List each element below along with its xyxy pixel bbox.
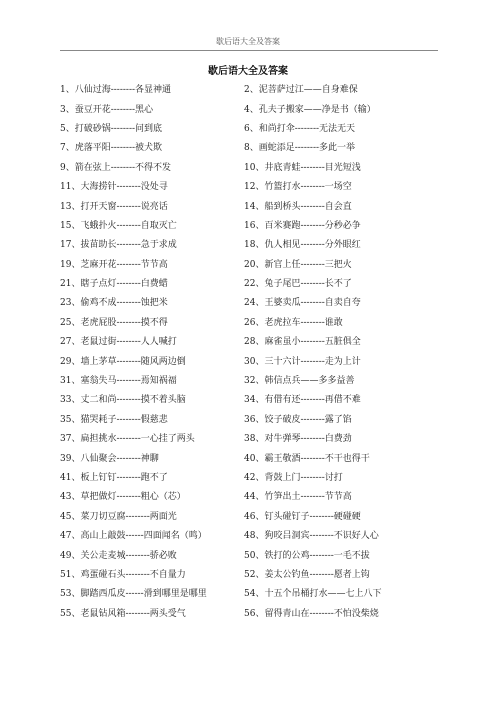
proverb-entry: 53、脚踏西瓜皮------滑到哪里是哪里 xyxy=(60,589,207,600)
proverb-entry: 7、虎落平阳--------被犬欺 xyxy=(60,143,163,154)
proverb-entry: 54、十五个吊桶打水——七上八下 xyxy=(244,589,382,600)
proverb-entry: 31、塞翁失马--------焉知祸福 xyxy=(60,376,177,387)
proverb-entry: 33、丈二和尚--------摸不着头脑 xyxy=(60,395,186,406)
list-row xyxy=(60,312,460,331)
list-row xyxy=(60,118,460,137)
proverb-entry: 22、兔子尾巴--------长不了 xyxy=(244,279,352,290)
proverb-entry: 52、姜太公钓鱼--------愿者上钩 xyxy=(244,569,370,580)
proverb-entry: 21、瞎子点灯--------白费蜡 xyxy=(60,279,168,290)
proverb-entry: 20、新官上任--------三把火 xyxy=(244,259,352,270)
proverb-entry: 3、蚕豆开花--------黑心 xyxy=(60,104,154,115)
proverb-entry: 19、芝麻开花--------节节高 xyxy=(60,259,168,270)
list-row xyxy=(60,583,460,602)
list-row xyxy=(60,409,460,428)
proverb-entry: 26、老虎拉车--------谁敢 xyxy=(244,317,343,328)
list-row xyxy=(60,525,460,544)
proverb-entry: 32、韩信点兵——多多益善 xyxy=(244,376,355,387)
proverb-entry: 25、老虎屁股--------摸不得 xyxy=(60,317,168,328)
list-row xyxy=(60,389,460,408)
list-row xyxy=(60,234,460,253)
list-row xyxy=(60,350,460,369)
proverb-entry: 2、泥菩萨过江——自身难保 xyxy=(244,85,358,96)
proverb-entry: 10、井底青蛙--------目光短浅 xyxy=(244,162,361,173)
list-row xyxy=(60,273,460,292)
list-row xyxy=(60,603,460,622)
proverb-entry: 12、竹篮打水--------一场空 xyxy=(244,182,352,193)
list-row xyxy=(60,292,460,311)
list-row xyxy=(60,428,460,447)
proverb-entry: 6、和尚打伞--------无法无天 xyxy=(244,123,356,134)
proverb-entry: 44、竹笋出土--------节节高 xyxy=(244,492,352,503)
proverb-entry: 29、墙上茅草--------随风两边倒 xyxy=(60,356,186,367)
list-row xyxy=(60,195,460,214)
proverb-entry: 8、画蛇添足--------多此一举 xyxy=(244,143,356,154)
list-row xyxy=(60,486,460,505)
proverb-entry: 48、狗咬吕洞宾--------不识好人心 xyxy=(244,531,379,542)
proverb-entry: 27、老鼠过街--------人人喊打 xyxy=(60,337,177,348)
proverb-entry: 49、关公走麦城--------骄必败 xyxy=(60,550,177,561)
proverb-entry: 13、打开天窗--------说亮话 xyxy=(60,201,168,212)
list-row xyxy=(60,98,460,117)
proverb-entry: 47、高山上敲鼓------四面闻名（鸣） xyxy=(60,531,207,542)
proverb-entry: 46、钉头碰钉子--------硬碰硬 xyxy=(244,511,361,522)
proverb-entry: 56、留得青山在--------不怕没柴烧 xyxy=(244,608,379,619)
proverb-entry: 43、草把做灯--------粗心（芯） xyxy=(60,492,186,503)
proverb-entry: 30、三十六计--------走为上计 xyxy=(244,356,361,367)
proverb-entry: 23、偷鸡不成--------蚀把米 xyxy=(60,298,168,309)
proverb-entry: 50、铁打的公鸡--------一毛不拔 xyxy=(244,550,370,561)
list-row xyxy=(60,467,460,486)
proverb-entry: 45、菜刀切豆腐--------两面光 xyxy=(60,511,177,522)
list-row xyxy=(60,447,460,466)
proverb-entry: 40、霸王敬酒--------不干也得干 xyxy=(244,453,370,464)
proverb-entry: 34、有借有还--------再借不难 xyxy=(244,395,361,406)
proverb-entry: 11、大海捞针--------没处寻 xyxy=(60,182,168,193)
proverb-list xyxy=(60,79,460,622)
proverb-entry: 5、打破砂锅--------问到底 xyxy=(60,123,163,134)
proverb-entry: 38、对牛弹琴--------白费劲 xyxy=(244,434,352,445)
list-row xyxy=(60,370,460,389)
list-row xyxy=(60,506,460,525)
proverb-entry: 18、仇人相见--------分外眼红 xyxy=(244,240,361,251)
list-row xyxy=(60,176,460,195)
proverb-entry: 4、孔夫子搬家——净是书（输） xyxy=(244,104,376,115)
proverb-entry: 24、王婆卖瓜--------自卖自夸 xyxy=(244,298,361,309)
proverb-entry: 17、拔苗助长--------急于求成 xyxy=(60,240,177,251)
list-row xyxy=(60,157,460,176)
proverb-entry: 35、猫哭耗子--------假慈悲 xyxy=(60,414,168,425)
list-row xyxy=(60,254,460,273)
list-row xyxy=(60,79,460,98)
proverb-entry: 41、板上钉钉--------跑不了 xyxy=(60,473,168,483)
proverb-entry: 51、鸡蛋碰石头--------不自量力 xyxy=(60,569,186,580)
list-row xyxy=(60,137,460,156)
proverb-entry: 39、八仙聚会--------神聊 xyxy=(60,453,159,464)
proverb-entry: 9、箭在弦上--------不得不发 xyxy=(60,162,172,173)
document-title: 歇后语大全及答案 xyxy=(208,66,288,77)
list-row xyxy=(60,215,460,234)
list-row xyxy=(60,544,460,563)
page-header: 歇后语大全及答案 xyxy=(216,37,280,46)
list-row xyxy=(60,564,460,583)
proverb-entry: 28、麻雀虽小--------五脏俱全 xyxy=(244,337,361,348)
list-row xyxy=(60,331,460,350)
proverb-entry: 55、老鼠钻风箱--------两头受气 xyxy=(60,608,186,619)
header-divider xyxy=(60,50,438,51)
proverb-entry: 37、扁担挑水--------一心挂了两头 xyxy=(60,434,195,445)
proverb-entry: 1、八仙过海--------各显神通 xyxy=(60,85,172,96)
proverb-entry: 16、百米赛跑--------分秒必争 xyxy=(244,220,361,231)
proverb-entry: 15、飞蛾扑火--------自取灭亡 xyxy=(60,220,177,231)
proverb-entry: 36、饺子破皮--------露了馅 xyxy=(244,414,352,425)
proverb-entry: 14、船到桥头--------自会直 xyxy=(244,201,352,212)
proverb-entry: 42、背鼓上门--------讨打 xyxy=(244,473,343,483)
